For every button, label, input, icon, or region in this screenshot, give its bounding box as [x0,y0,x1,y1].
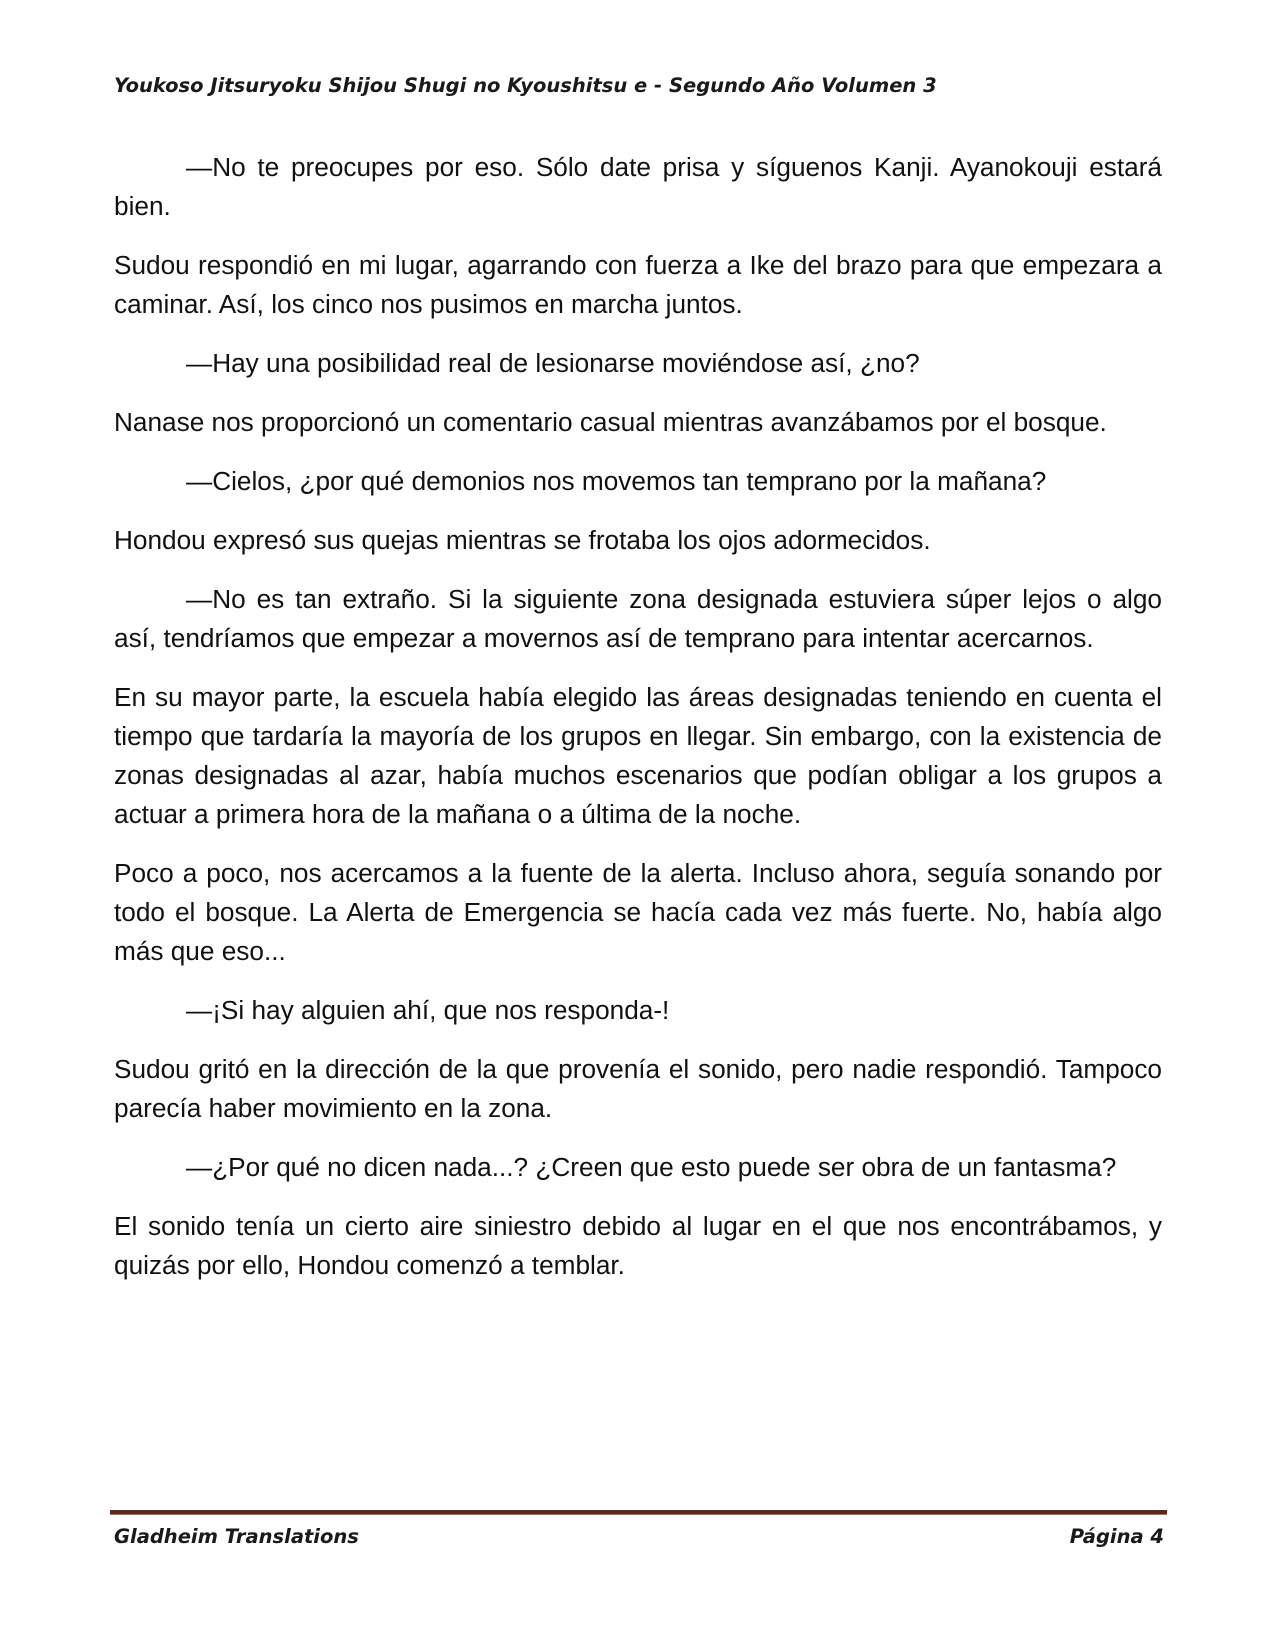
page-body [114,148,1162,1305]
paragraph-narration: Sudou gritó en la dirección de la que provenía el sonido, pero nadie respondió. Tampoco parecía haber movimiento en la zona. [114,1054,1162,1123]
paragraph-narration: Nanase nos proporcionó un comentario casual mientras avanzábamos por el bosque. [114,407,1107,437]
page-number: Página 4 [1069,1525,1164,1548]
paragraph-dialog: —¿Por qué no dicen nada...? ¿Creen que esto puede ser obra de un fantasma? [186,1152,1117,1182]
paragraph-dialog: —Hay una posibilidad real de lesionarse moviéndose así, ¿no? [186,348,920,378]
paragraph-narration: Sudou respondió en mi lugar, agarrando con fuerza a Ike del brazo para que empezara a caminar. Así, los cinco nos pusimos en marcha juntos. [114,250,1162,319]
paragraph-dialog: —No es tan extraño. Si la siguiente zona designada estuviera súper lejos o algo así, tendríamos que empezar a movernos así de temprano para intentar acercarnos. [114,584,1162,653]
paragraph-narration: En su mayor parte, la escuela había elegido las áreas designadas teniendo en cuenta el tiempo que tardaría la mayoría de los grupos en llegar. Sin embargo, con la existencia de zonas designadas al azar, había muchos escenarios que podían obligar a los grupos a actuar a primera hora de la mañana o a última de la noche. [114,682,1162,829]
page-header-title: Youkoso Jitsuryoku Shijou Shugi no Kyoushitsu e - Segundo Año Volumen 3 [114,74,937,97]
footer-divider [110,1510,1167,1515]
paragraph-dialog: —Cielos, ¿por qué demonios nos movemos tan temprano por la mañana? [186,466,1047,496]
paragraph-narration: El sonido tenía un cierto aire siniestro debido al lugar en el que nos encontrábamos, y quizás por ello, Hondou comenzó a temblar. [114,1211,1162,1280]
paragraph-narration: Poco a poco, nos acercamos a la fuente de la alerta. Incluso ahora, seguía sonando por todo el bosque. La Alerta de Emergencia se hacía cada vez más fuerte. No, había algo más que eso... [114,858,1162,966]
paragraph-dialog: —No te preocupes por eso. Sólo date prisa y síguenos Kanji. Ayanokouji estará bien. [114,152,1162,221]
paragraph-narration: Hondou expresó sus quejas mientras se frotaba los ojos adormecidos. [114,525,931,555]
footer-translator-credit: Gladheim Translations [114,1525,359,1548]
paragraph-dialog: —¡Si hay alguien ahí, que nos responda-! [186,995,670,1025]
